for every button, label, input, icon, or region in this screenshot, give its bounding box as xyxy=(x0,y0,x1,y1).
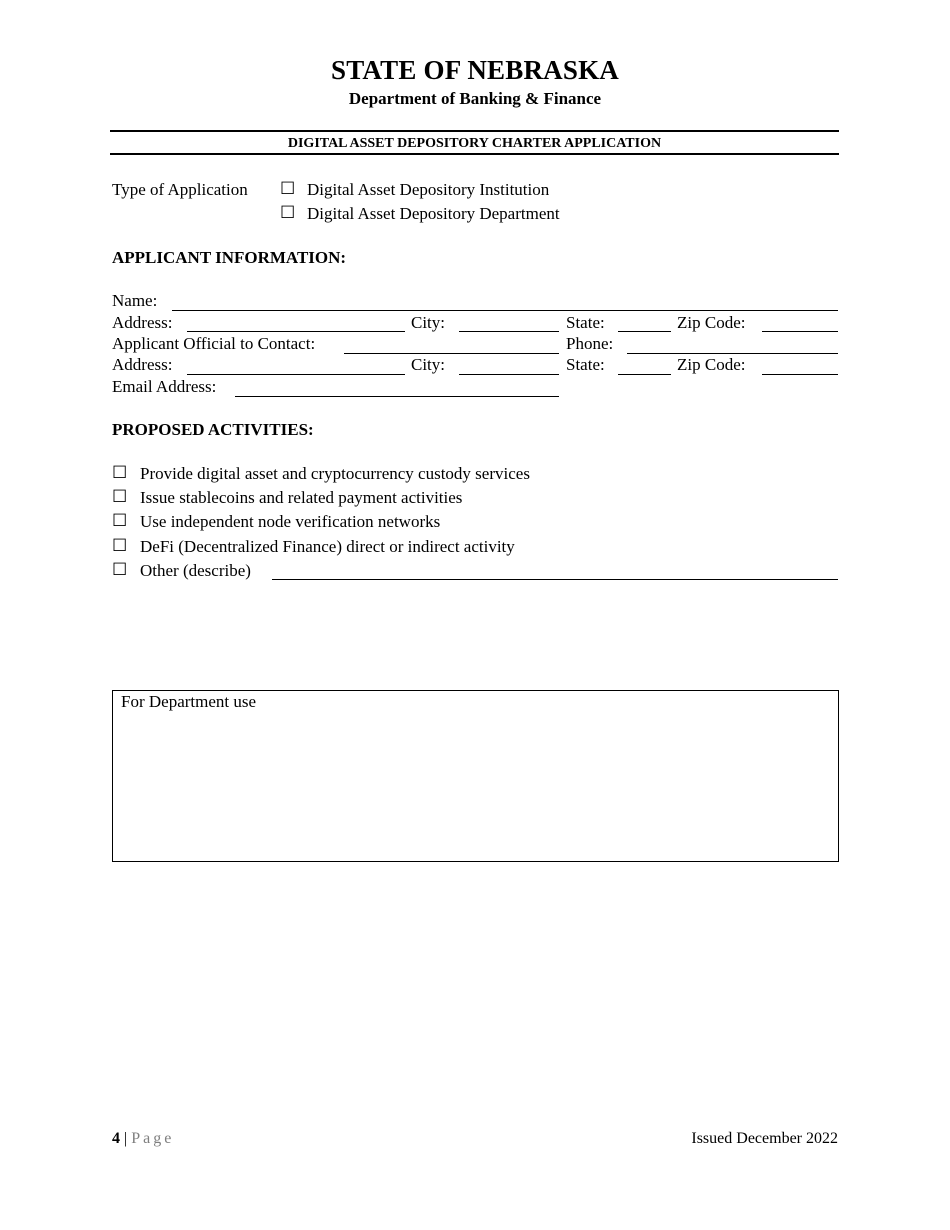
official-label: Applicant Official to Contact: xyxy=(112,334,316,353)
page-number: 4 xyxy=(112,1130,120,1147)
checkbox-node-verification[interactable]: ☐ xyxy=(112,511,128,530)
checkbox-stablecoins[interactable]: ☐ xyxy=(112,487,128,506)
activity-defi-label: DeFi (Decentralized Finance) direct or indirect activity xyxy=(140,537,515,556)
phone-label: Phone: xyxy=(566,334,614,353)
checkbox-other[interactable]: ☐ xyxy=(112,560,128,579)
proposed-activities-heading: PROPOSED ACTIVITIES: xyxy=(112,420,314,439)
name-field[interactable] xyxy=(172,310,838,311)
header-bottom-rule xyxy=(110,153,839,155)
state-field[interactable] xyxy=(618,331,671,332)
department-use-box xyxy=(112,690,839,862)
official-zip-field[interactable] xyxy=(762,374,838,375)
official-address-field[interactable] xyxy=(187,374,405,375)
option-department-label: Digital Asset Depository Department xyxy=(307,204,560,223)
city-field[interactable] xyxy=(459,331,559,332)
state-label: State: xyxy=(566,313,605,332)
page-footer xyxy=(112,1130,174,1148)
activity-node-verification-label: Use independent node verification networks xyxy=(140,512,441,531)
page-word: Page xyxy=(131,1130,175,1147)
state-title: STATE OF NEBRASKA xyxy=(331,55,619,85)
name-label: Name: xyxy=(112,291,158,310)
other-describe-field[interactable] xyxy=(272,579,838,580)
applicant-info-heading: APPLICANT INFORMATION: xyxy=(112,248,347,267)
department-use-label: For Department use xyxy=(121,692,257,711)
city-label: City: xyxy=(411,313,446,332)
official-state-field[interactable] xyxy=(618,374,671,375)
form-title: DIGITAL ASSET DEPOSITORY CHARTER APPLICATION xyxy=(287,136,662,151)
checkbox-institution[interactable]: ☐ xyxy=(280,179,296,198)
official-city-label: City: xyxy=(411,355,446,374)
official-state-label: State: xyxy=(566,355,605,374)
page-separator: | xyxy=(124,1130,128,1147)
option-institution-label: Digital Asset Depository Institution xyxy=(307,180,550,199)
address-field[interactable] xyxy=(187,331,405,332)
email-label: Email Address: xyxy=(112,377,217,396)
address-label: Address: xyxy=(112,313,173,332)
activity-other-label: Other (describe) xyxy=(140,561,251,580)
checkbox-custody[interactable]: ☐ xyxy=(112,463,128,482)
issued-date: Issued December 2022 xyxy=(691,1130,838,1147)
official-field[interactable] xyxy=(344,353,559,354)
email-field[interactable] xyxy=(235,396,559,397)
checkbox-department[interactable]: ☐ xyxy=(280,203,296,222)
official-address-label: Address: xyxy=(112,355,173,374)
activity-stablecoins-label: Issue stablecoins and related payment activities xyxy=(140,488,463,507)
official-city-field[interactable] xyxy=(459,374,559,375)
header-top-rule xyxy=(110,130,839,132)
official-zip-label: Zip Code: xyxy=(677,355,746,374)
checkbox-defi[interactable]: ☐ xyxy=(112,536,128,555)
activity-custody-label: Provide digital asset and cryptocurrency custody services xyxy=(140,464,530,483)
zip-label: Zip Code: xyxy=(677,313,746,332)
department-name: Department of Banking & Finance xyxy=(348,89,602,108)
phone-field[interactable] xyxy=(627,353,838,354)
zip-field[interactable] xyxy=(762,331,838,332)
application-type-label: Type of Application xyxy=(112,180,248,199)
